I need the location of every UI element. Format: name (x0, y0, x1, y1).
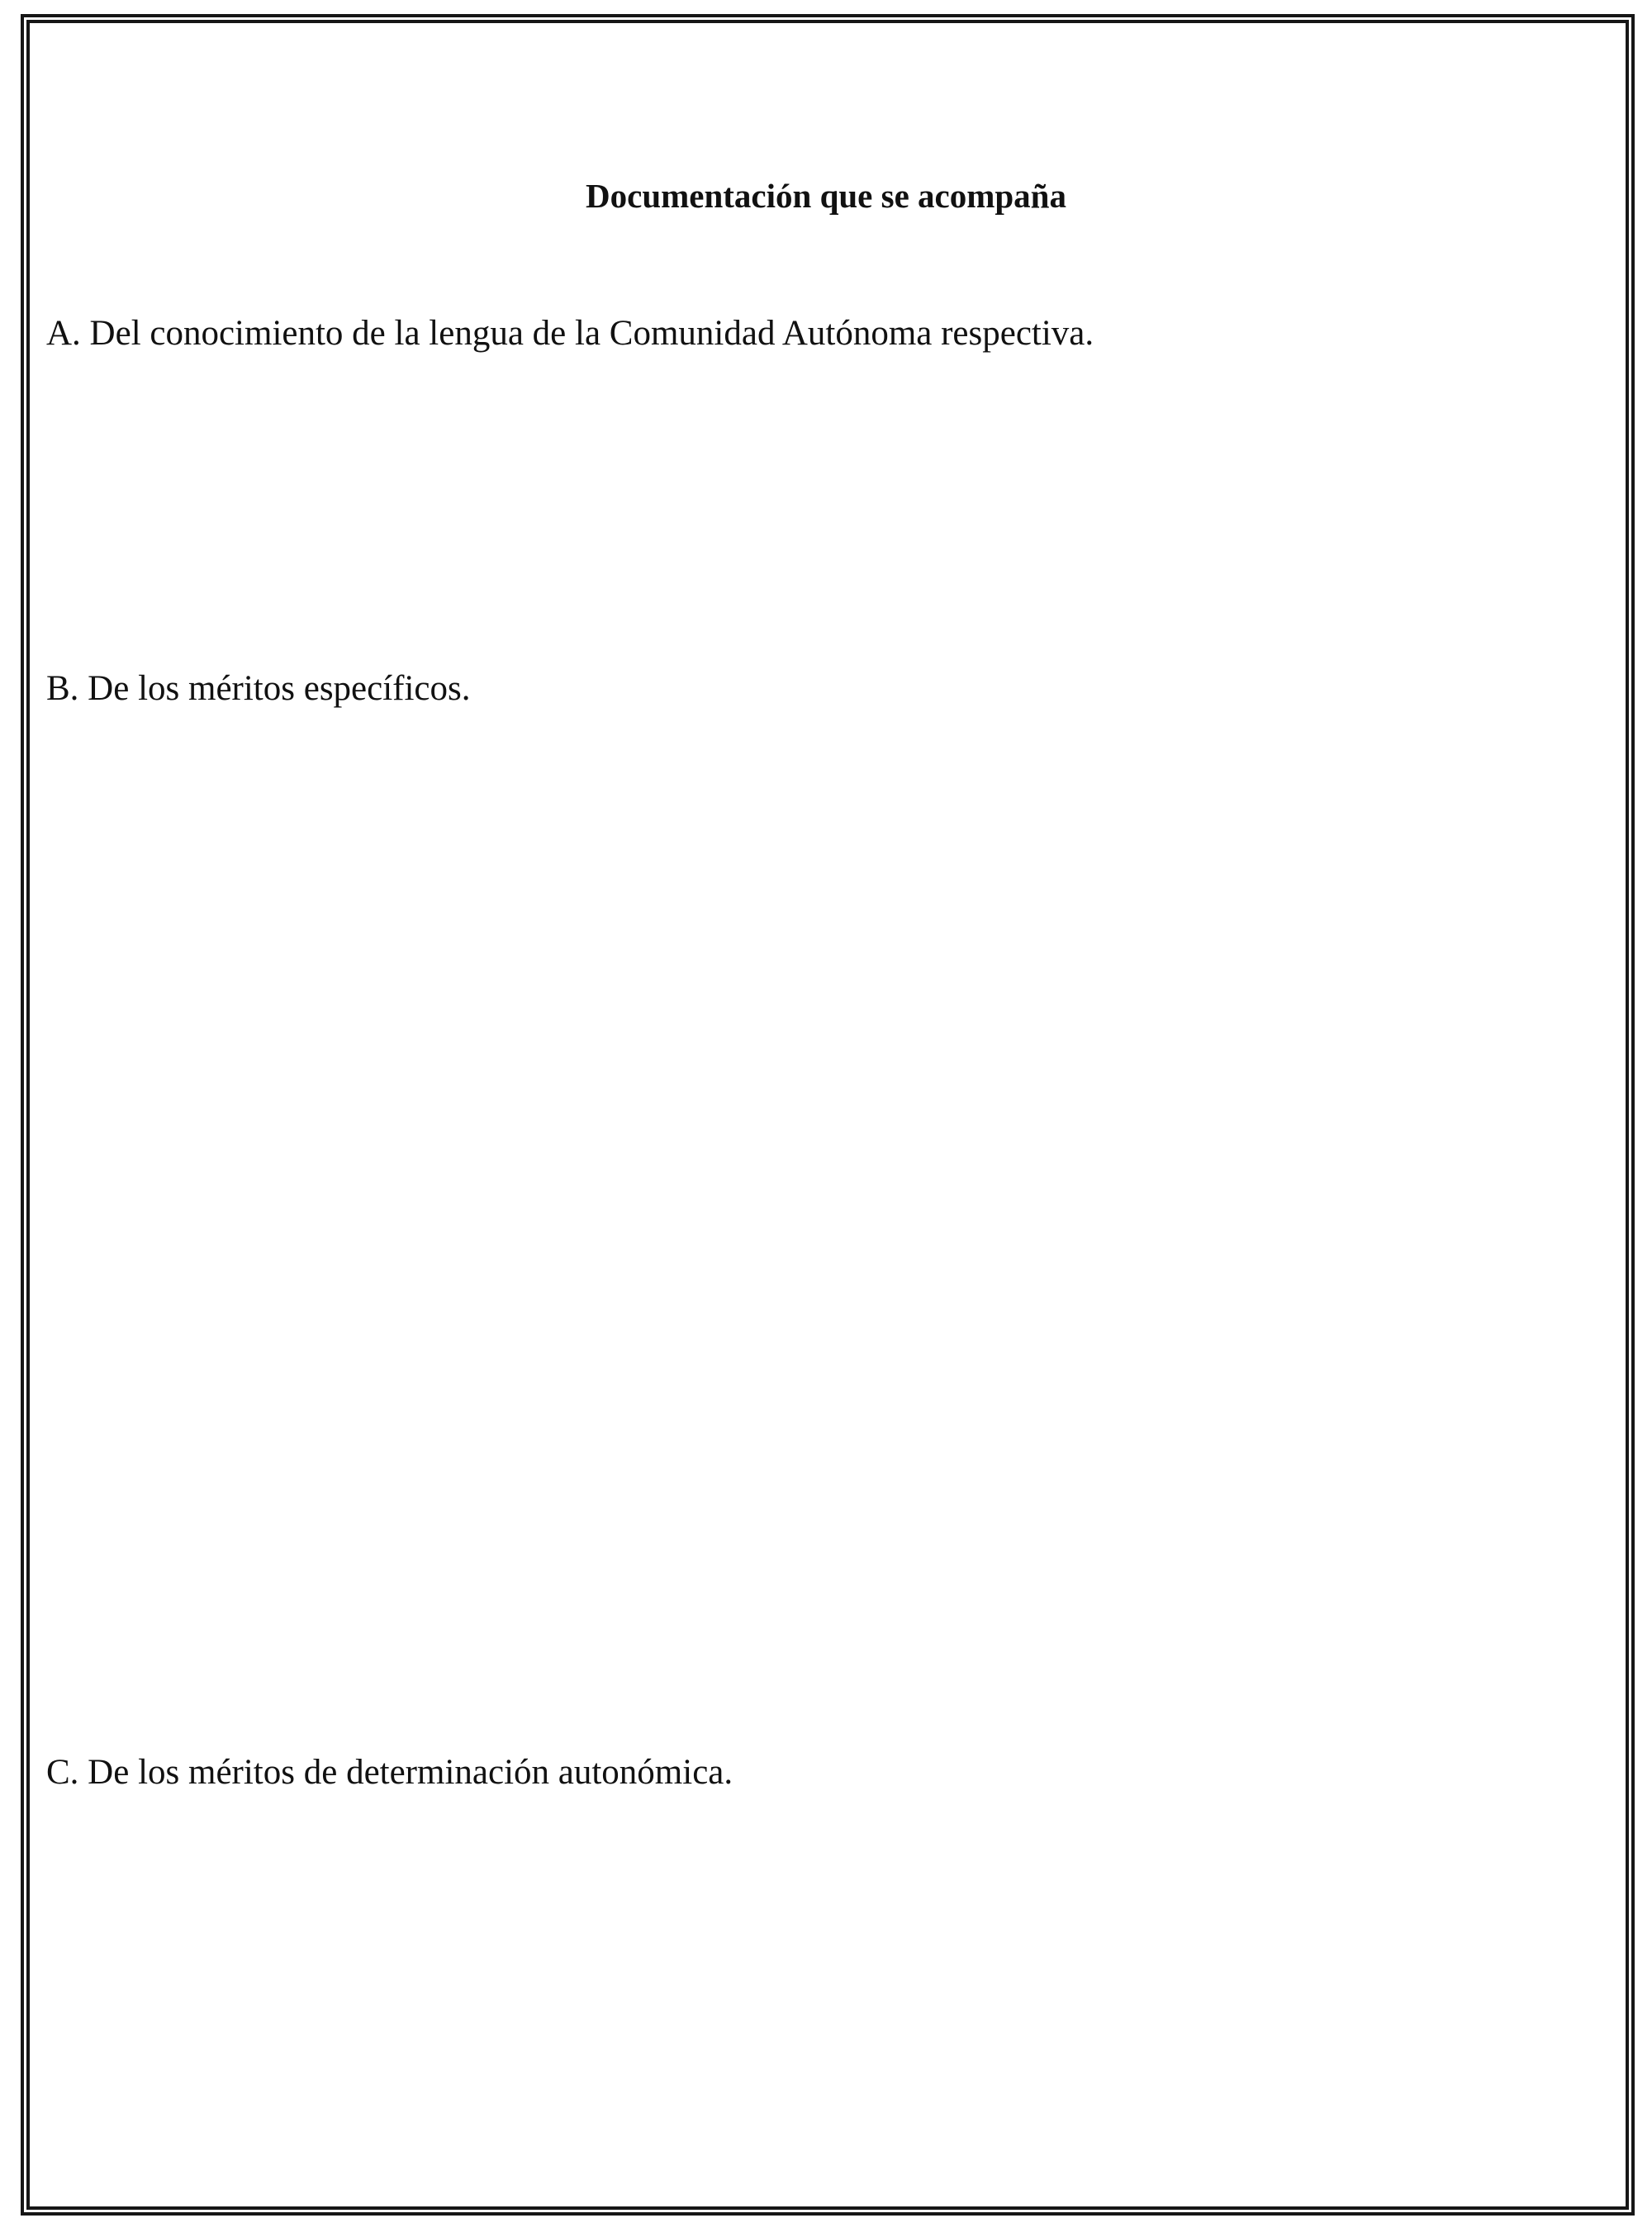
section-b-blank-area (46, 719, 1607, 1726)
section-a-heading: A. Del conocimiento de la lengua de la Comunidad Autónoma respectiva. (46, 314, 1094, 353)
section-c-blank-area (46, 1802, 1607, 2191)
section-c-heading: C. De los méritos de determinación autonómica. (46, 1753, 733, 1792)
section-a-blank-area (46, 363, 1607, 644)
document-title: Documentación que se acompaña (586, 177, 1066, 215)
section-b-heading: B. De los méritos específicos. (46, 669, 471, 708)
